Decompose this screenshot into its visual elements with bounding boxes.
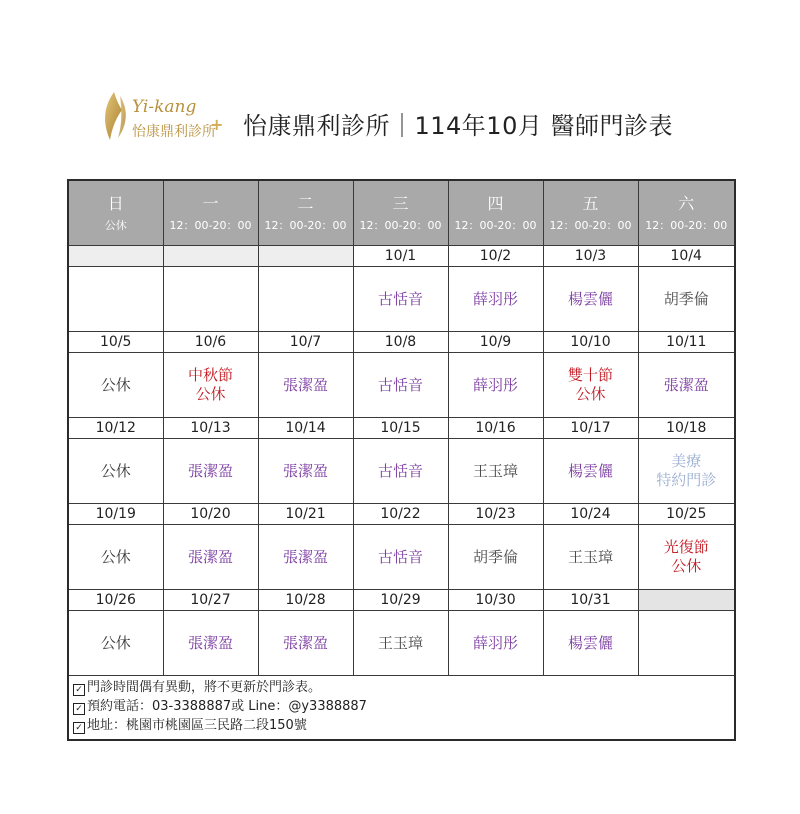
doctor-name: 胡季倫 bbox=[472, 547, 518, 566]
svg-text:怡康鼎利診所: 怡康鼎利診所 bbox=[132, 124, 216, 140]
doctor-name: 王玉璋 bbox=[567, 547, 613, 566]
weekday-label: 日 bbox=[107, 193, 124, 213]
checkbox-icon: ✓ bbox=[73, 703, 85, 715]
date-cell: 10/11 bbox=[638, 332, 735, 353]
clinic-hours: 12：00-20：00 bbox=[264, 218, 347, 232]
date-cell: 10/26 bbox=[68, 590, 163, 611]
note-text: 門診時間偶有異動，將不更新於門診表。 bbox=[87, 680, 322, 695]
doctor-cell bbox=[68, 267, 163, 332]
doctor-name: 張潔盈 bbox=[282, 461, 328, 480]
date-cell: 10/12 bbox=[68, 418, 163, 439]
doctor-cell-line: 公休 bbox=[195, 385, 226, 403]
doctor-name: 王玉璋 bbox=[472, 461, 518, 480]
doctor-cell bbox=[543, 611, 638, 676]
doctor-cell bbox=[353, 353, 448, 418]
doctor-name: 楊雲儷 bbox=[567, 633, 613, 652]
doctor-cell bbox=[68, 353, 163, 418]
date-cell: 10/21 bbox=[258, 504, 353, 525]
doctor-cell-line: 公休 bbox=[671, 557, 702, 575]
date-cell: 10/3 bbox=[543, 246, 638, 267]
date-cell: 10/17 bbox=[543, 418, 638, 439]
date-cell bbox=[68, 246, 163, 267]
doctor-cell bbox=[68, 611, 163, 676]
page-title: 怡康鼎利診所｜114年10月 醫師門診表 bbox=[243, 112, 673, 140]
date-cell: 10/7 bbox=[258, 332, 353, 353]
date-cell: 10/28 bbox=[258, 590, 353, 611]
date-cell: 10/31 bbox=[543, 590, 638, 611]
doctor-cell bbox=[353, 267, 448, 332]
doctor-cell bbox=[543, 525, 638, 590]
doctor-row bbox=[68, 267, 735, 332]
doctor-name: 王玉璋 bbox=[377, 633, 423, 652]
note-text: 地址：桃園市桃園區三民路二段150號 bbox=[87, 718, 307, 733]
weekday-label: 六 bbox=[678, 193, 695, 213]
doctor-cell bbox=[543, 439, 638, 504]
note-text: 預約電話：03-3388887或 Line：@y3388887 bbox=[87, 699, 367, 714]
date-cell: 10/13 bbox=[163, 418, 258, 439]
date-row bbox=[68, 246, 735, 267]
svg-text:+: + bbox=[210, 115, 224, 134]
weekday-label: 二 bbox=[297, 193, 314, 213]
doctor-cell bbox=[638, 439, 735, 504]
doctor-cell bbox=[258, 611, 353, 676]
date-cell: 10/29 bbox=[353, 590, 448, 611]
clinic-logo bbox=[98, 88, 228, 144]
doctor-name: 張潔盈 bbox=[282, 375, 328, 394]
doctor-name: 古恬音 bbox=[377, 461, 423, 480]
date-cell bbox=[163, 246, 258, 267]
doctor-cell bbox=[448, 267, 543, 332]
note-line bbox=[73, 716, 730, 735]
note-line bbox=[73, 678, 730, 697]
weekday-header bbox=[163, 180, 258, 246]
date-cell: 10/6 bbox=[163, 332, 258, 353]
date-cell: 10/15 bbox=[353, 418, 448, 439]
doctor-cell bbox=[638, 267, 735, 332]
date-row bbox=[68, 590, 735, 611]
checkbox-icon: ✓ bbox=[73, 722, 85, 734]
doctor-cell bbox=[543, 267, 638, 332]
doctor-cell bbox=[638, 611, 735, 676]
doctor-cell bbox=[163, 439, 258, 504]
date-cell: 10/25 bbox=[638, 504, 735, 525]
date-cell: 10/10 bbox=[543, 332, 638, 353]
checkbox-icon: ✓ bbox=[73, 684, 85, 696]
schedule-table bbox=[67, 179, 736, 741]
clinic-hours: 12：00-20：00 bbox=[454, 218, 537, 232]
doctor-name: 張潔盈 bbox=[282, 547, 328, 566]
doctor-name: 張潔盈 bbox=[282, 633, 328, 652]
doctor-name: 古恬音 bbox=[377, 289, 423, 308]
doctor-cell bbox=[68, 525, 163, 590]
weekday-label: 三 bbox=[392, 193, 409, 213]
date-cell: 10/20 bbox=[163, 504, 258, 525]
doctor-name: 張潔盈 bbox=[663, 375, 709, 394]
doctor-cell bbox=[638, 525, 735, 590]
doctor-cell bbox=[258, 439, 353, 504]
doctor-cell bbox=[163, 611, 258, 676]
notes-cell bbox=[68, 676, 735, 741]
date-cell: 10/18 bbox=[638, 418, 735, 439]
doctor-cell bbox=[448, 439, 543, 504]
doctor-cell bbox=[258, 525, 353, 590]
note-line bbox=[73, 697, 730, 716]
doctor-cell-line: 中秋節 bbox=[187, 366, 233, 384]
weekday-label: 四 bbox=[487, 193, 504, 213]
doctor-cell bbox=[353, 439, 448, 504]
doctor-name: 古恬音 bbox=[377, 375, 423, 394]
doctor-name: 公休 bbox=[100, 633, 131, 652]
weekday-header bbox=[353, 180, 448, 246]
date-row bbox=[68, 332, 735, 353]
doctor-cell-line: 特約門診 bbox=[656, 471, 717, 489]
date-cell: 10/9 bbox=[448, 332, 543, 353]
date-cell bbox=[638, 590, 735, 611]
doctor-name: 張潔盈 bbox=[187, 547, 233, 566]
doctor-name: 張潔盈 bbox=[187, 633, 233, 652]
clinic-hours: 公休 bbox=[104, 218, 127, 232]
doctor-cell bbox=[163, 267, 258, 332]
svg-text:Yi-kang: Yi-kang bbox=[132, 97, 197, 117]
weekday-header bbox=[638, 180, 735, 246]
doctor-cell-line: 美療 bbox=[671, 452, 702, 470]
date-cell: 10/5 bbox=[68, 332, 163, 353]
date-cell: 10/2 bbox=[448, 246, 543, 267]
date-cell: 10/16 bbox=[448, 418, 543, 439]
doctor-name: 薛羽彤 bbox=[472, 633, 518, 652]
date-cell: 10/4 bbox=[638, 246, 735, 267]
date-cell: 10/8 bbox=[353, 332, 448, 353]
doctor-cell bbox=[163, 353, 258, 418]
doctor-cell bbox=[68, 439, 163, 504]
doctor-name: 胡季倫 bbox=[663, 289, 709, 308]
date-cell: 10/30 bbox=[448, 590, 543, 611]
weekday-header bbox=[68, 180, 163, 246]
doctor-cell-line: 公休 bbox=[575, 385, 606, 403]
doctor-cell bbox=[543, 353, 638, 418]
notes-row bbox=[68, 676, 735, 741]
doctor-name: 張潔盈 bbox=[187, 461, 233, 480]
clinic-hours: 12：00-20：00 bbox=[645, 218, 728, 232]
date-row bbox=[68, 418, 735, 439]
date-row bbox=[68, 504, 735, 525]
doctor-row bbox=[68, 611, 735, 676]
doctor-name: 薛羽彤 bbox=[472, 289, 518, 308]
weekday-header bbox=[448, 180, 543, 246]
doctor-cell-line: 光復節 bbox=[663, 538, 709, 556]
doctor-cell bbox=[163, 525, 258, 590]
doctor-cell bbox=[638, 353, 735, 418]
clinic-hours: 12：00-20：00 bbox=[359, 218, 442, 232]
doctor-cell bbox=[258, 353, 353, 418]
date-cell: 10/1 bbox=[353, 246, 448, 267]
date-cell: 10/22 bbox=[353, 504, 448, 525]
doctor-row bbox=[68, 353, 735, 418]
doctor-cell bbox=[258, 267, 353, 332]
doctor-cell bbox=[448, 525, 543, 590]
doctor-name: 公休 bbox=[100, 375, 131, 394]
clinic-hours: 12：00-20：00 bbox=[169, 218, 252, 232]
clinic-hours: 12：00-20：00 bbox=[549, 218, 632, 232]
doctor-name: 古恬音 bbox=[377, 547, 423, 566]
doctor-row bbox=[68, 439, 735, 504]
date-cell: 10/23 bbox=[448, 504, 543, 525]
doctor-cell bbox=[448, 353, 543, 418]
weekday-label: 五 bbox=[582, 193, 599, 213]
doctor-name: 楊雲儷 bbox=[567, 289, 613, 308]
doctor-name: 楊雲儷 bbox=[567, 461, 613, 480]
date-cell: 10/24 bbox=[543, 504, 638, 525]
doctor-row bbox=[68, 525, 735, 590]
doctor-cell bbox=[448, 611, 543, 676]
date-cell: 10/14 bbox=[258, 418, 353, 439]
weekday-header bbox=[258, 180, 353, 246]
date-cell: 10/27 bbox=[163, 590, 258, 611]
doctor-name: 薛羽彤 bbox=[472, 375, 518, 394]
doctor-name: 公休 bbox=[100, 461, 131, 480]
doctor-name: 公休 bbox=[100, 547, 131, 566]
doctor-cell bbox=[353, 525, 448, 590]
date-cell: 10/19 bbox=[68, 504, 163, 525]
weekday-header-row bbox=[68, 180, 735, 246]
date-cell bbox=[258, 246, 353, 267]
weekday-header bbox=[543, 180, 638, 246]
doctor-cell bbox=[353, 611, 448, 676]
doctor-cell-line: 雙十節 bbox=[567, 366, 613, 384]
weekday-label: 一 bbox=[202, 193, 219, 213]
